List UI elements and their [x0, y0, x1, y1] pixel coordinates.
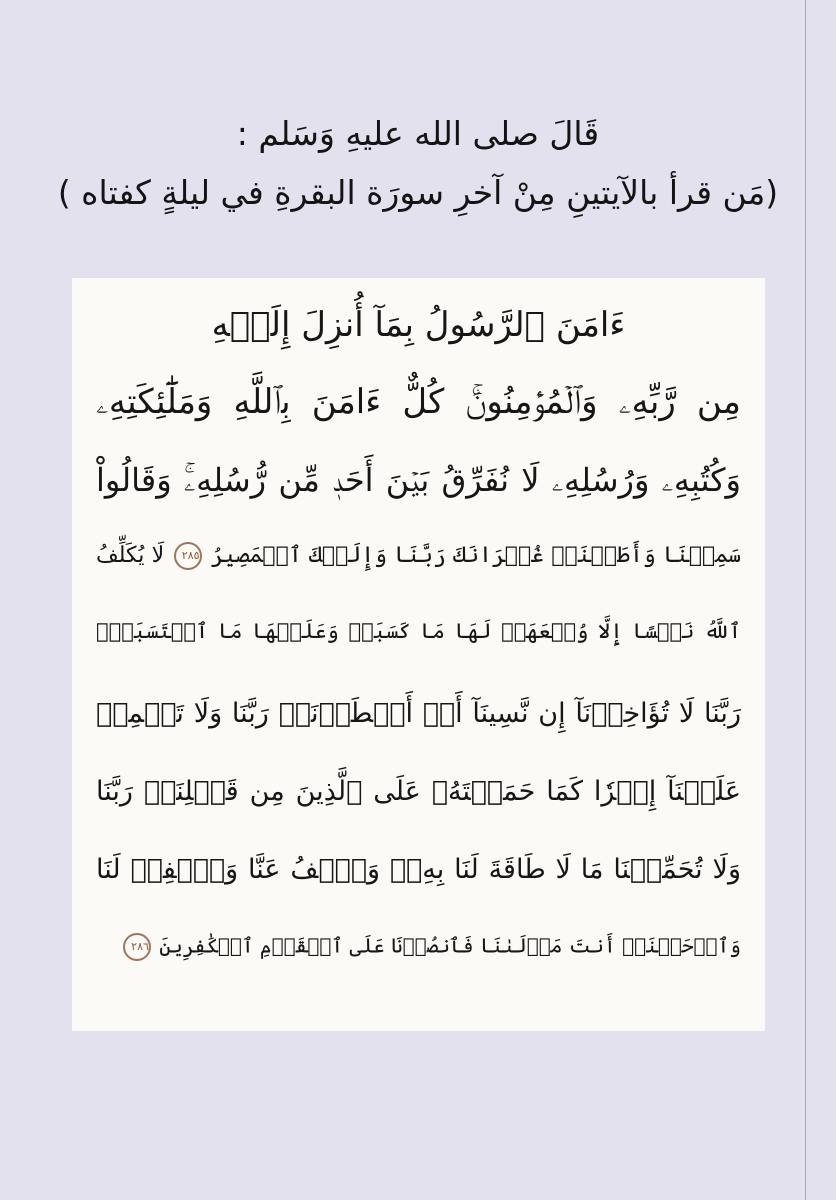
verse-line-9-text: وَٱرۡحَمۡنَآۚ أَنتَ مَوۡلَىٰنَا فَٱنصُرۡنَا عَلَى ٱلۡقَوۡمِ ٱلۡكَٰفِرِينَ	[159, 933, 741, 958]
verse-line-6: رَبَّنَا لَا تُؤَاخِذۡنَآ إِن نَّسِينَآ أَوۡ أَخۡطَأۡنَاۚ رَبَّنَا وَلَا تَحۡمِلۡ	[96, 698, 741, 729]
ayah-number-285-marker: ٢٨٥	[174, 542, 202, 570]
verse-line-5: ٱللَّهُ نَفۡسًا إِلَّا وُسۡعَهَاۚ لَهَا مَا كَسَبَتۡ وَعَلَيۡهَا مَا ٱكۡتَسَبَتۡۗ	[96, 619, 741, 643]
verse-line-9	[96, 933, 741, 961]
hadith-header	[0, 108, 836, 220]
verse-line-3: وَكُتُبِهِۦ وَرُسُلِهِۦ لَا نُفَرِّقُ بَيۡنَ أَحَدٖ مِّن رُّسُلِهِۦۚ وَقَالُواْ	[96, 461, 741, 499]
verse-line-4	[96, 542, 741, 570]
verse-line-1: ءَامَنَ ٱلرَّسُولُ بِمَآ أُنزِلَ إِلَيۡهِ	[211, 305, 626, 345]
verse-line-8: وَلَا تُحَمِّلۡنَا مَا لَا طَاقَةَ لَنَا بِهِۦۖ وَٱعۡفُ عَنَّا وَٱغۡفِرۡ لَنَا	[96, 854, 741, 885]
hadith-intro: قَالَ صلى الله عليهِ وَسَلم :	[236, 114, 600, 153]
verse-line-4-part-2: لَا يُكَلِّفُ	[96, 543, 165, 568]
verse-line-4-part-1: سَمِعۡنَا وَأَطَعۡنَاۖ غُفۡرَانَكَ رَبَّنَا وَإِلَيۡكَ ٱلۡمَصِيرُ	[210, 543, 742, 568]
quran-verses-card	[72, 278, 765, 1031]
hadith-text: (مَن قرأ بالآيتينِ مِنْ آخرِ سورَة البقرةِ في ليلةٍ كفتاه )	[57, 172, 779, 212]
ayah-number-286-marker: ٢٨٦	[123, 933, 151, 961]
verse-line-2: مِن رَّبِّهِۦ وَٱلۡمُؤۡمِنُونَۚ كُلٌّ ءَامَنَ بِٱللَّهِ وَمَلَٰٓئِكَتِهِۦ	[96, 382, 741, 422]
verse-line-7: عَلَيۡنَآ إِصۡرٗا كَمَا حَمَلۡتَهُۥ عَلَى ٱلَّذِينَ مِن قَبۡلِنَاۚ رَبَّنَا	[96, 776, 741, 807]
